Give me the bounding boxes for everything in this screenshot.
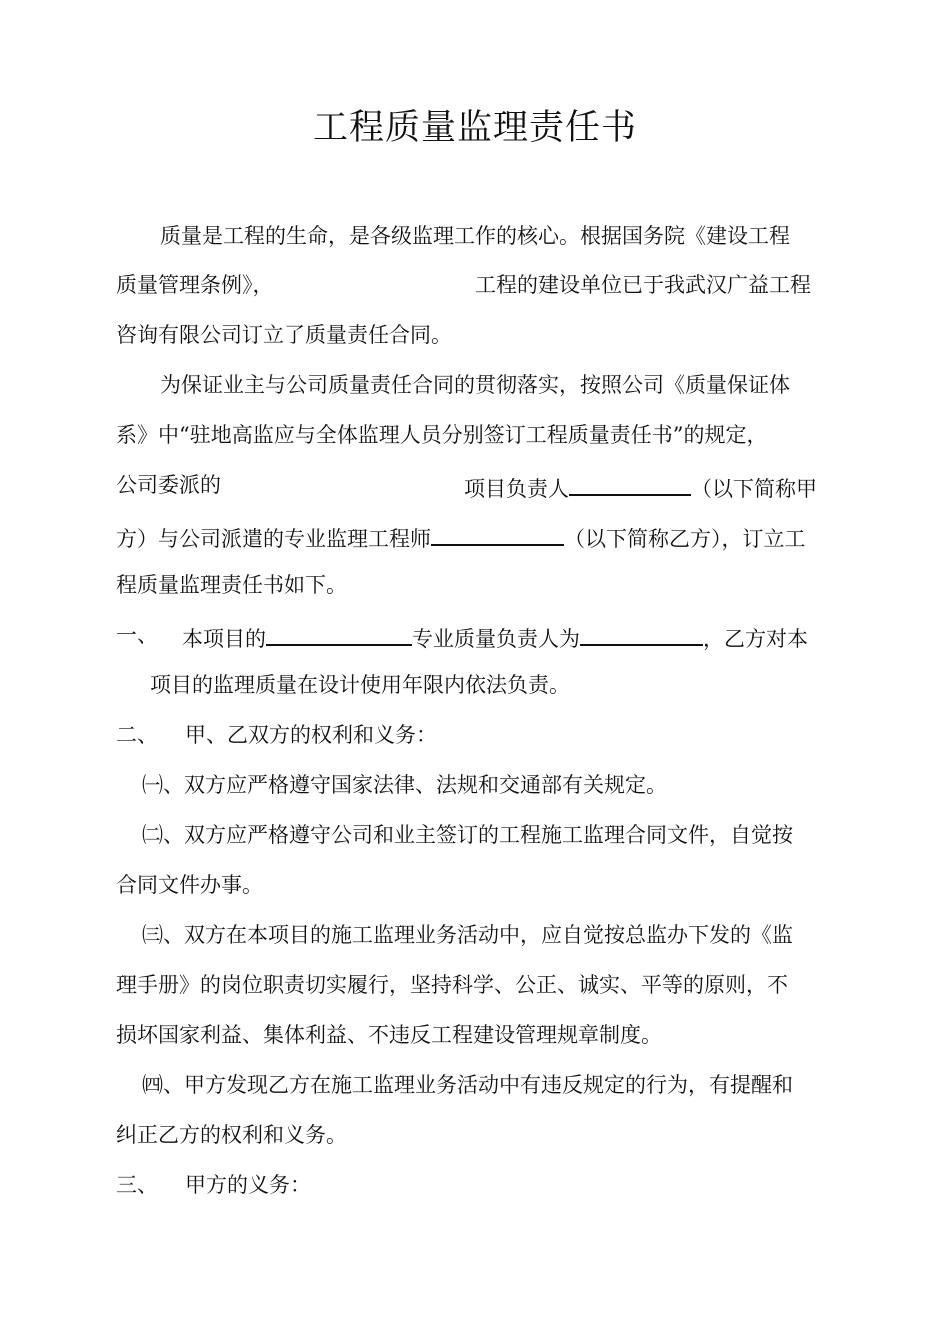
paragraph-line: ㈠、双方应严格遵守国家法律、法规和交通部有关规定。 <box>142 773 667 797</box>
line-text: （以下简称甲 <box>691 477 817 501</box>
document-title: 工程质量监理责任书 <box>312 108 637 148</box>
line-text: （以下简称乙方），订立工 <box>564 527 806 551</box>
paragraph-line: 咨询有限公司订立了质量责任合同。 <box>116 323 452 347</box>
line-text: 专业质量负责人为 <box>412 627 580 651</box>
fill-in-blank <box>266 620 412 646</box>
paragraph-line: 公司委派的 <box>116 473 221 497</box>
fill-in-blank <box>431 520 564 546</box>
section-number: 一、 <box>116 623 158 647</box>
paragraph-line: 质量是工程的生命，是各级监理工作的核心。根据国务院《建设工程 <box>160 224 790 248</box>
paragraph-line: 系》中“驻地高监应与全体监理人员分别签订工程质量责任书”的规定， <box>116 423 768 447</box>
paragraph-line: 合同文件办事。 <box>116 873 263 897</box>
line-text: 项目负责人 <box>464 477 569 501</box>
line-text: ，乙方对本 <box>703 627 808 651</box>
section-number: 三、 <box>116 1173 158 1197</box>
paragraph-line: 程质量监理责任书如下。 <box>116 573 347 597</box>
paragraph-line <box>116 520 806 554</box>
section-heading: 甲、乙双方的权利和义务： <box>185 723 437 747</box>
paragraph-line <box>182 620 808 654</box>
paragraph-line: 纠正乙方的权利和义务。 <box>116 1123 347 1147</box>
section-heading: 甲方的义务： <box>185 1173 311 1197</box>
paragraph-line: 工程的建设单位已于我武汉广益工程 <box>475 273 811 297</box>
paragraph-line: ㈡、双方应严格遵守公司和业主签订的工程施工监理合同文件，自觉按 <box>142 823 793 847</box>
fill-in-blank <box>580 620 703 646</box>
paragraph-line: 项目的监理质量在设计使用年限内依法负责。 <box>150 673 570 697</box>
paragraph-line: 损坏国家利益、集体利益、不违反工程建设管理规章制度。 <box>116 1023 662 1047</box>
paragraph-line: 为保证业主与公司质量责任合同的贯彻落实，按照公司《质量保证体 <box>160 373 790 397</box>
paragraph-line: 理手册》的岗位职责切实履行，坚持科学、公正、诚实、平等的原则，不 <box>116 973 788 997</box>
paragraph-line: ㈢、双方在本项目的施工监理业务活动中，应自觉按总监办下发的《监 <box>142 923 793 947</box>
line-text: 方）与公司派遣的专业监理工程师 <box>116 527 431 551</box>
section-number: 二、 <box>116 723 158 747</box>
fill-in-blank <box>569 470 691 496</box>
paragraph-line: ㈣、甲方发现乙方在施工监理业务活动中有违反规定的行为，有提醒和 <box>142 1073 793 1097</box>
paragraph-line: 质量管理条例》， <box>116 273 274 297</box>
paragraph-line <box>464 470 817 504</box>
line-text: 本项目的 <box>182 627 266 651</box>
